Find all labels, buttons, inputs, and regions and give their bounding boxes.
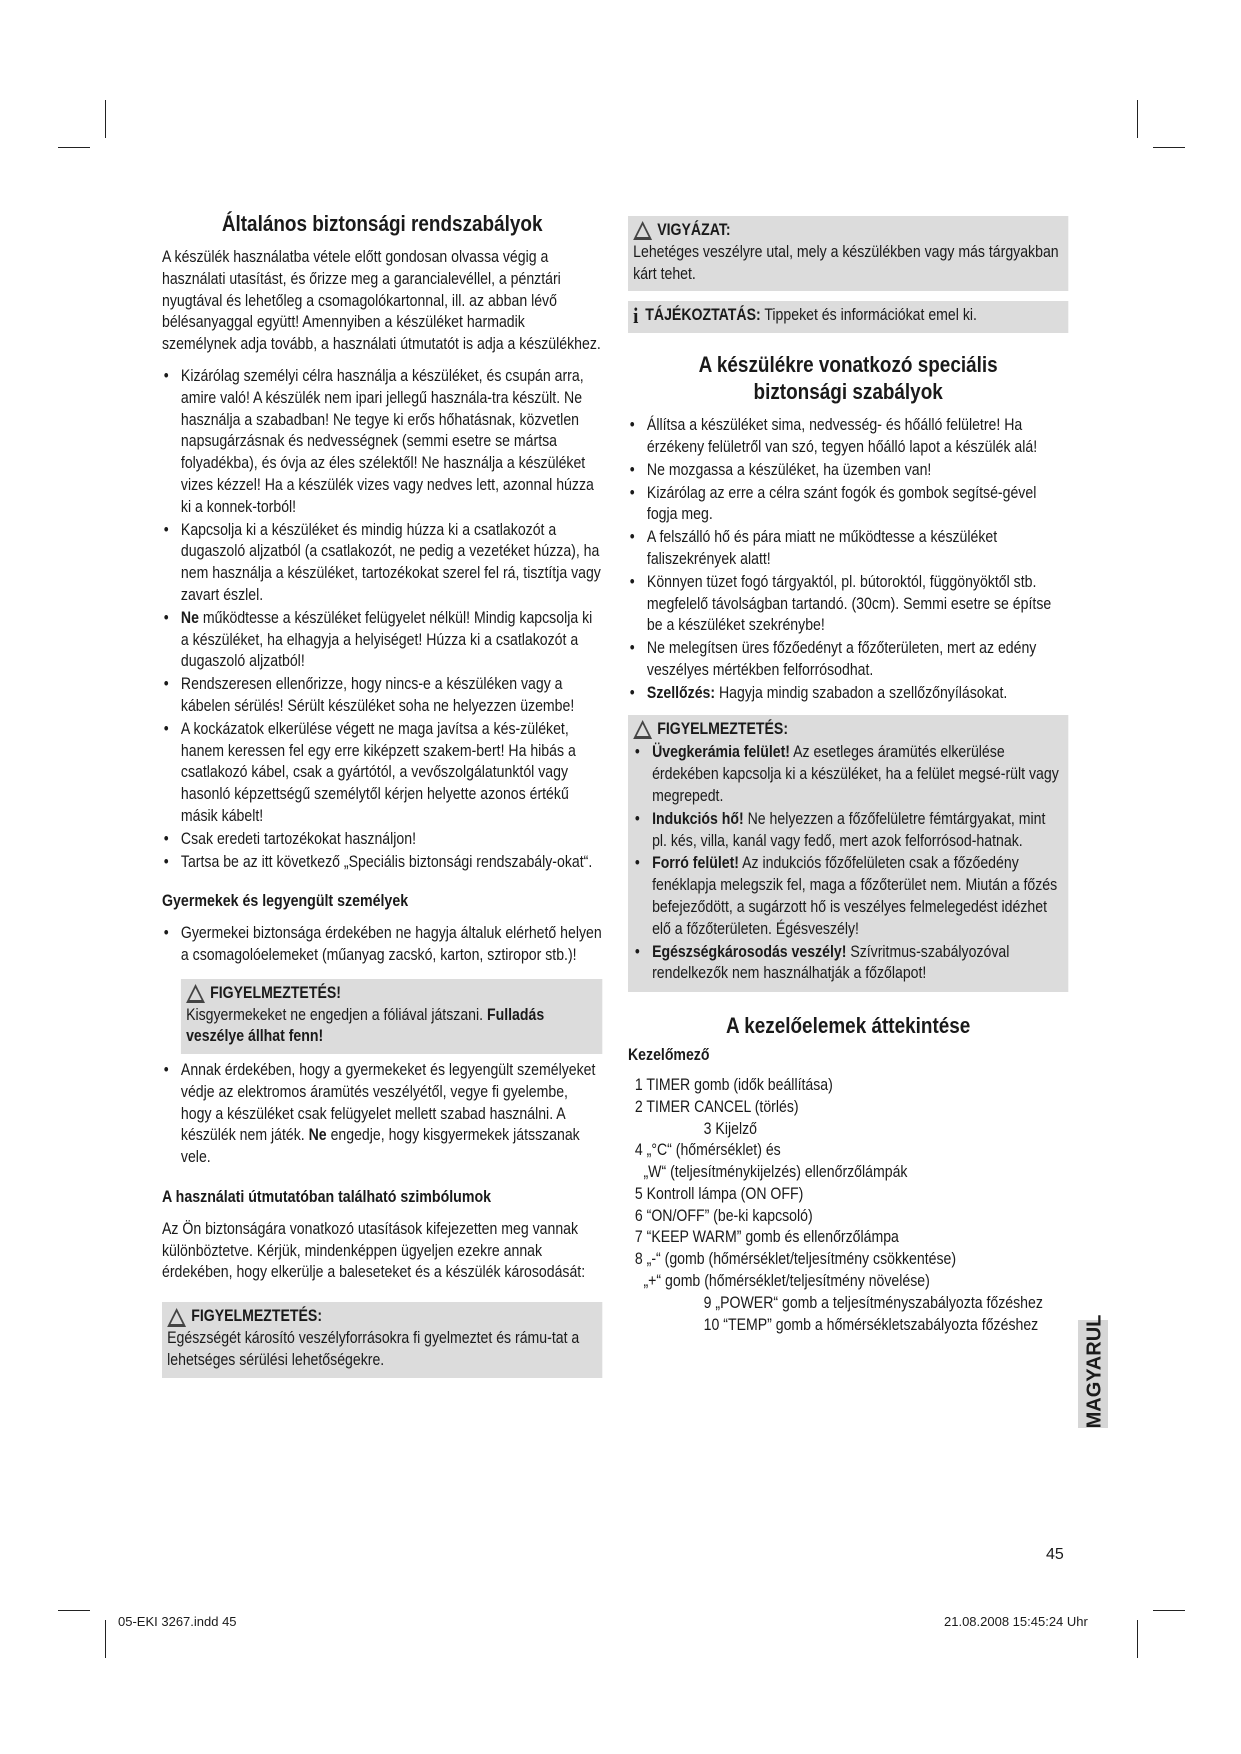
controls-list (628, 1075, 1068, 1337)
footer-date: 21.08.2008 15:45:24 Uhr (944, 1614, 1088, 1629)
control-item: 6 “ON/OFF” (be-ki kapcsoló) (634, 1206, 813, 1225)
special-safety-title (628, 351, 1068, 405)
caution-text: Lehetéges veszélyre utal, mely a készülékben vagy más tárgyakban kárt tehet. (633, 242, 1059, 283)
warning-item-text: Szívritmus-szabályozóval rendelkezők nem használhatják a főzőlapot! (652, 942, 1010, 983)
footer-file: 05-EKI 3267.indd 45 (118, 1614, 237, 1629)
language-side-tab (1078, 1314, 1108, 1429)
list-item (633, 809, 1063, 853)
warning-triangle-icon (186, 984, 205, 1003)
list-item-text: Annak érdekében, hogy a gyermekeket és legyengült személyeket védje az elektromos áramütés veszélyétől, vegye fi gyelembe, hogy a készüléket csak felügyelet mellett szabad használni. A készülék nem játék. (180, 1061, 596, 1145)
control-item: 10 “TEMP” gomb a hőmérsékletszabályozta főzéshez (703, 1315, 1039, 1334)
control-item: 8 „-“ (gomb (hőmérséklet/teljesítmény csökkentése) (634, 1250, 957, 1269)
bold-ne: Ne (180, 608, 199, 627)
caution-title (633, 220, 1063, 242)
caution-box (628, 216, 1068, 291)
vent-label: Szellőzés: (646, 683, 716, 702)
caution-title-text: VIGYÁZAT: (657, 221, 731, 239)
warning-item-bold: Indukciós hő! (652, 809, 744, 828)
crop-mark (105, 1620, 106, 1658)
warning-text: Egészségét károsító veszélyforrásokra fi gyelmeztet és rámu-tat a lehetséges sérülési lehetőségekre. (167, 1329, 580, 1369)
control-item: 9 „POWER“ gomb a teljesítményszabályozta főzéshez (703, 1293, 1043, 1312)
symbols-text: Az Ön biztonságára vonatkozó utasítások kifejezetten meg vannak különböztetve. Kérjük, mindenképpen ügyeljen ezekre annak érdekében, hogy elkerülje a baleseteket és a készülék károsodását: (162, 1219, 586, 1282)
symbols-heading: A használati útmutatóban található szimbólumok (162, 1188, 492, 1207)
crop-mark (1153, 147, 1185, 148)
caution-triangle-icon (633, 221, 652, 240)
warning-title (186, 983, 597, 1005)
list-item-text: engedje, hogy kisgyermekek játsszanak vele. (180, 1126, 580, 1167)
warning-title-text: FIGYELMEZTETÉS: (657, 719, 789, 738)
crop-mark (58, 1610, 90, 1611)
warning-triangle-icon (167, 1308, 186, 1327)
list-item-text: működtesse a készüléket felügyelet nélkül! Mindig kapcsolja ki a készüléket, ha elhagyja a helyiséget! Húzza ki a csatlakozót a dugaszoló aljzatból! (180, 608, 593, 671)
list-item: • Gyermekei biztonsága érdekében ne hagyja általuk elérhető helyen a csomagolóelemeket (műanyag zacskó, karton, sztiropor stb.)! (162, 923, 602, 967)
bold-ne: Ne (308, 1126, 327, 1145)
warning-title-text: FIGYELMEZTETÉS! (210, 983, 341, 1002)
info-text: Tippeket és információkat emel ki. (760, 306, 977, 325)
list-item: • Kizárólag az erre a célra szánt fogók és gombok segítsé-gével fogja meg. (628, 483, 1068, 527)
warning-text-plain: Kisgyermekeket ne engedjen a fóliával játszani. (186, 1005, 487, 1024)
warning-list (633, 742, 1063, 985)
list-item: • Könnyen tüzet fogó tárgyaktól, pl. bútoroktól, függönyöktől stb. megfelelő távolságban tartandó. (30cm). Semmi esetre se építse be a készüléket szekrénybe! (628, 572, 1068, 637)
control-item: 3 Kijelző (703, 1119, 757, 1138)
control-item: „+“ gomb (hőmérséklet/teljesítmény növelése) (643, 1272, 930, 1291)
info-label: TÁJÉKOZTATÁS: (645, 306, 761, 325)
warning-triangle-icon (633, 720, 652, 739)
general-safety-list (162, 366, 602, 873)
warning-item-text: Az indukciós főzőfelületen csak a főzőedény fenéklapja melegszik fel, maga a főzőterület nem. Miután a főzés befejeződött, a sugárzott hő is veszélyes felmelegedést idézhet elő a főzőterületen. Égésveszély! (652, 854, 1058, 938)
crop-mark (1153, 1610, 1185, 1611)
control-item: „W“ (teljesítménykijelzés) ellenőrzőlámpák (643, 1163, 908, 1182)
warning-box-foil (181, 979, 602, 1054)
crop-mark (58, 147, 90, 148)
warning-item-text: Ne helyezzen a főzőfelületre fémtárgyakat, mint pl. kés, villa, kanál vagy fedő, mert azok felforrósod-hatnak. (652, 809, 1046, 850)
list-item (633, 742, 1063, 807)
warning-text-bold: Fulladás veszélye állhat fenn! (186, 1005, 545, 1046)
warning-item-bold: Üvegkerámia felület! (652, 743, 790, 762)
page-number: 45 (1046, 1546, 1064, 1563)
crop-mark (105, 100, 106, 138)
warning-text (186, 1005, 597, 1049)
vent-text: Hagyja mindig szabadon a szellőzőnyílásokat. (715, 683, 1008, 702)
list-item: • Kizárólag személyi célra használja a készüléket, és csupán arra, amire való! A készülék nem ipari jellegű használa-tra készült. Ne használja a szabadban! Ne tegye ki erős hőhatásnak, közvetlen napsugárzásnak és nedvességnek (semmi esetre se mártsa folyadékba), és óvja az éles szélektől! Ne használja a készüléket vizes kézzel! Ha a készülék vizes vagy nedves lett, azonnal húzza ki a konnek-torból! (162, 366, 602, 519)
info-box (628, 301, 1068, 333)
panel-label: Kezelőmező (628, 1046, 710, 1065)
controls-title: A kezelőelemek áttekintése (725, 1013, 971, 1039)
control-item: 1 TIMER gomb (idők beállítása) (634, 1075, 833, 1094)
crop-mark (1137, 100, 1138, 138)
list-item: • Rendszeresen ellenőrizze, hogy nincs-e a készüléken vagy a kábelen sérülés! Sérült készüléket soha ne helyezzen üzembe! (162, 674, 602, 718)
list-item (633, 942, 1063, 986)
general-safety-title: Általános biztonsági rendszabályok (221, 211, 543, 236)
list-item (628, 683, 1068, 705)
special-title-line1: A készülékre vonatkozó speciális (698, 352, 998, 378)
warning-item-bold: Egészségkárosodás veszély! (652, 942, 847, 961)
warning-title (167, 1306, 597, 1328)
warning-item-bold: Forró felület! (652, 854, 740, 873)
list-item: • Csak eredeti tartozékokat használjon! (162, 829, 602, 851)
list-item: • Ne mozgassa a készüléket, ha üzemben van! (628, 460, 1068, 482)
warning-box-health (162, 1302, 602, 1377)
control-item: 7 “KEEP WARM” gomb és ellenőrzőlámpa (634, 1228, 899, 1247)
list-item: • Tartsa be az itt következő „Speciális biztonsági rendszabály-okat“. (162, 852, 602, 874)
list-item: • A kockázatok elkerülése végett ne maga javítsa a kés-züléket, hanem keressen fel egy erre kiképzett szakem-bert! Ha hibás a csatlakozó kábel, csak a gyártótól, a vevőszolgálatunktól vagy hasonló képzettségű személytől kérjen helyette azonos értékű másik kábelt! (162, 719, 602, 828)
intro-text: A készülék használatba vétele előtt gondosan olvassa végig a használati utasítást, és őrizze meg a garancialevéllel, a pénztári nyugtával és lehetőleg a csomagolókartonnal, ill. az abban lévő bélésanyaggal együtt! Amennyiben a készüléket harmadik személynek adja tovább, a használati útmutatót is adja a készülékhez. (162, 248, 601, 354)
warning-item-text: Az esetleges áramütés elkerülése érdekében kapcsolja ki a készüléket, ha a felület megsé-rült vagy megrepedt. (652, 743, 1059, 805)
control-item: 5 Kontroll lámpa (ON OFF) (634, 1184, 804, 1203)
info-icon: i (633, 303, 639, 329)
list-item: • Állítsa a készüléket sima, nedvesség- és hőálló felületre! Ha érzékeny felületről van szó, tegyen hőálló lapot a készülék alá! (628, 415, 1068, 459)
list-item (162, 1060, 602, 1169)
warning-title-text: FIGYELMEZTETÉS: (191, 1307, 323, 1326)
children-list (162, 923, 602, 967)
left-column (162, 210, 602, 1378)
list-item (633, 853, 1063, 940)
warning-title (633, 719, 1063, 741)
control-item: 2 TIMER CANCEL (törlés) (634, 1097, 799, 1116)
children-list-2 (162, 1060, 602, 1169)
warning-box-ceramic (628, 715, 1068, 993)
special-safety-list (628, 415, 1068, 704)
children-heading: Gyermekek és legyengült személyek (162, 892, 409, 911)
list-item: • Kapcsolja ki a készüléket és mindig húzza ki a csatlakozót a dugaszoló aljzatból (a csatlakozót, ne pedig a vezetéket húzza), ha nem használja a készüléket, tartozékokat szerel fel rá, tisztítja vagy zavart észlel. (162, 520, 602, 607)
crop-mark (1137, 1620, 1138, 1658)
special-title-line2: biztonsági szabályok (753, 379, 943, 405)
right-column (628, 216, 1068, 1336)
control-item: 4 „°C“ (hőmérséklet) és (634, 1141, 781, 1160)
list-item (162, 608, 602, 673)
list-item: • Ne melegítsen üres főzőedényt a főzőterületen, mert az edény veszélyes mértékben felforrósodhat. (628, 638, 1068, 682)
language-label: MAGYARUL (1083, 1314, 1106, 1429)
list-item: • A felszálló hő és pára miatt ne működtesse a készüléket faliszekrények alatt! (628, 527, 1068, 571)
